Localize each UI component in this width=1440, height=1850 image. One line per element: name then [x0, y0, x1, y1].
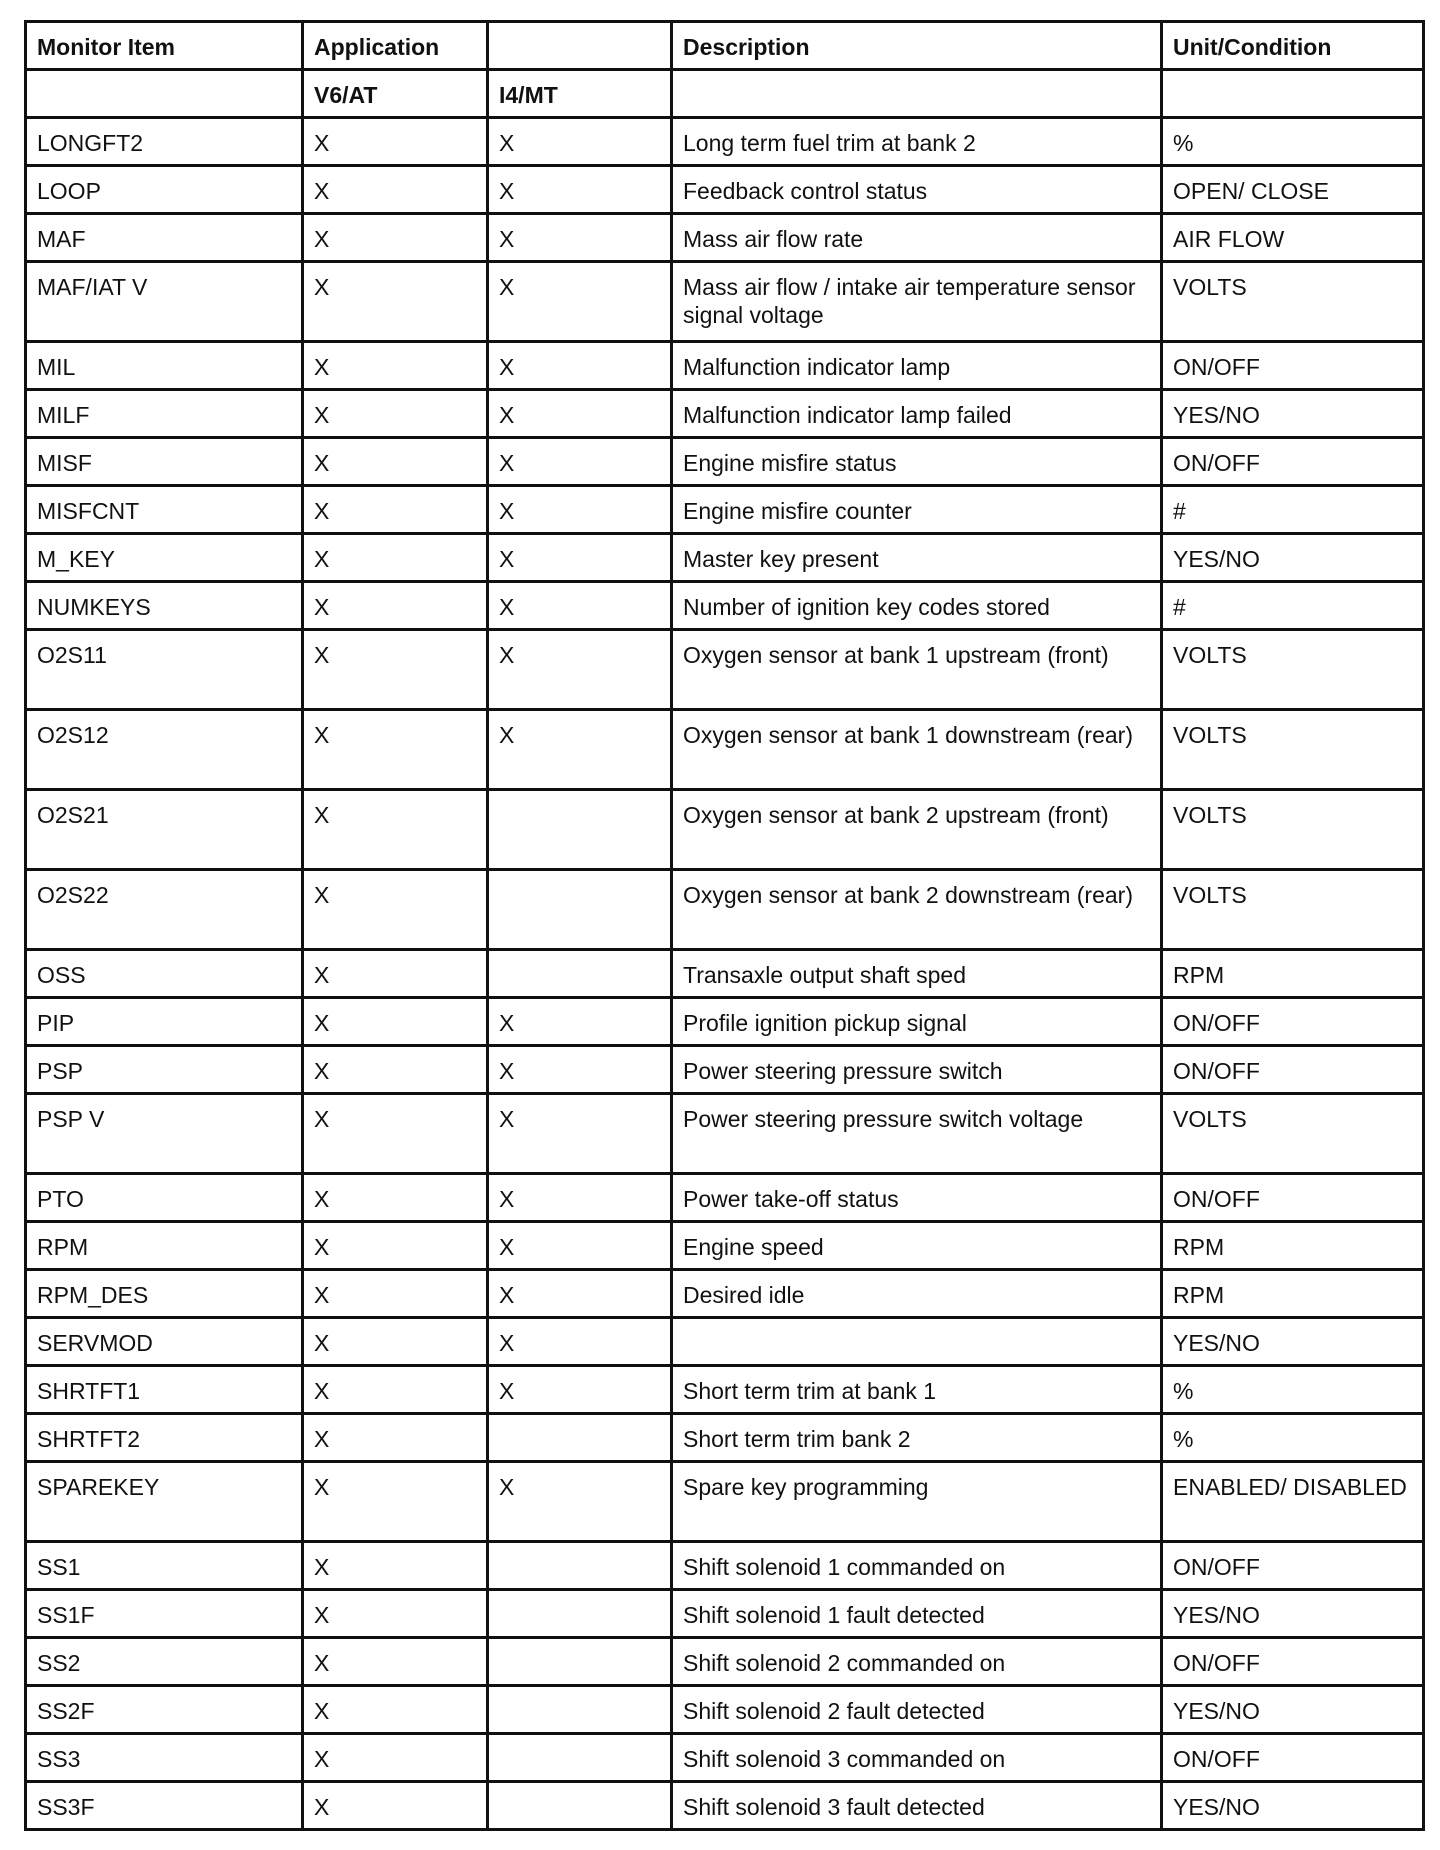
monitor-item-cell: SS3F	[26, 1782, 303, 1830]
table-row	[26, 438, 1424, 486]
v6-at-cell: X	[303, 1734, 488, 1782]
table-row	[26, 390, 1424, 438]
table-row	[26, 1318, 1424, 1366]
table-row	[26, 262, 1424, 342]
v6-at-cell: X	[303, 214, 488, 262]
unit-condition-cell: YES/NO	[1162, 1686, 1424, 1734]
subheader-blank	[672, 70, 1162, 118]
unit-condition-cell: ON/OFF	[1162, 1638, 1424, 1686]
description-cell: Power steering pressure switch voltage	[672, 1094, 1162, 1174]
i4-mt-cell: X	[488, 998, 672, 1046]
table-row	[26, 1734, 1424, 1782]
v6-at-cell: X	[303, 950, 488, 998]
description-cell: Malfunction indicator lamp	[672, 342, 1162, 390]
i4-mt-cell	[488, 1590, 672, 1638]
unit-condition-cell: RPM	[1162, 1222, 1424, 1270]
monitor-item-cell: SPAREKEY	[26, 1462, 303, 1542]
description-cell: Feedback control status	[672, 166, 1162, 214]
v6-at-cell: X	[303, 1414, 488, 1462]
unit-condition-cell: ON/OFF	[1162, 998, 1424, 1046]
description-cell: Oxygen sensor at bank 1 downstream (rear)	[672, 710, 1162, 790]
monitor-item-cell: SERVMOD	[26, 1318, 303, 1366]
i4-mt-cell: X	[488, 214, 672, 262]
description-cell	[672, 1318, 1162, 1366]
monitor-item-cell: LONGFT2	[26, 118, 303, 166]
description-cell: Long term fuel trim at bank 2	[672, 118, 1162, 166]
table-row	[26, 1414, 1424, 1462]
i4-mt-cell: X	[488, 1270, 672, 1318]
v6-at-cell: X	[303, 630, 488, 710]
v6-at-cell: X	[303, 1590, 488, 1638]
unit-condition-cell: YES/NO	[1162, 390, 1424, 438]
v6-at-cell: X	[303, 790, 488, 870]
v6-at-cell: X	[303, 1638, 488, 1686]
i4-mt-cell: X	[488, 1046, 672, 1094]
unit-condition-cell: VOLTS	[1162, 790, 1424, 870]
i4-mt-cell: X	[488, 486, 672, 534]
i4-mt-cell	[488, 1638, 672, 1686]
unit-condition-cell: VOLTS	[1162, 262, 1424, 342]
description-cell: Shift solenoid 3 commanded on	[672, 1734, 1162, 1782]
unit-condition-cell: OPEN/ CLOSE	[1162, 166, 1424, 214]
table-row	[26, 166, 1424, 214]
description-cell: Power steering pressure switch	[672, 1046, 1162, 1094]
table-row	[26, 534, 1424, 582]
i4-mt-cell: X	[488, 390, 672, 438]
description-cell: Spare key programming	[672, 1462, 1162, 1542]
header-monitor-item: Monitor Item	[26, 22, 303, 70]
v6-at-cell: X	[303, 342, 488, 390]
description-cell: Desired idle	[672, 1270, 1162, 1318]
table-row	[26, 1366, 1424, 1414]
description-cell: Shift solenoid 2 fault detected	[672, 1686, 1162, 1734]
header-description: Description	[672, 22, 1162, 70]
description-cell: Engine speed	[672, 1222, 1162, 1270]
monitor-item-cell: SHRTFT2	[26, 1414, 303, 1462]
i4-mt-cell: X	[488, 582, 672, 630]
description-cell: Master key present	[672, 534, 1162, 582]
monitor-item-cell: OSS	[26, 950, 303, 998]
unit-condition-cell: YES/NO	[1162, 1590, 1424, 1638]
unit-condition-cell: VOLTS	[1162, 1094, 1424, 1174]
monitor-item-cell: O2S11	[26, 630, 303, 710]
monitor-item-cell: LOOP	[26, 166, 303, 214]
header-row	[26, 22, 1424, 70]
table-row	[26, 1222, 1424, 1270]
monitor-item-cell: O2S12	[26, 710, 303, 790]
i4-mt-cell	[488, 790, 672, 870]
unit-condition-cell: VOLTS	[1162, 710, 1424, 790]
v6-at-cell: X	[303, 582, 488, 630]
description-cell: Mass air flow / intake air temperature sensor signal voltage	[672, 262, 1162, 342]
table-row	[26, 950, 1424, 998]
description-cell: Oxygen sensor at bank 1 upstream (front)	[672, 630, 1162, 710]
subheader-row	[26, 70, 1424, 118]
description-cell: Shift solenoid 2 commanded on	[672, 1638, 1162, 1686]
unit-condition-cell: VOLTS	[1162, 630, 1424, 710]
v6-at-cell: X	[303, 486, 488, 534]
v6-at-cell: X	[303, 438, 488, 486]
i4-mt-cell: X	[488, 710, 672, 790]
v6-at-cell: X	[303, 1222, 488, 1270]
unit-condition-cell: ON/OFF	[1162, 1046, 1424, 1094]
i4-mt-cell	[488, 1414, 672, 1462]
v6-at-cell: X	[303, 1686, 488, 1734]
table-row	[26, 1782, 1424, 1830]
unit-condition-cell: YES/NO	[1162, 1318, 1424, 1366]
description-cell: Shift solenoid 3 fault detected	[672, 1782, 1162, 1830]
i4-mt-cell	[488, 1542, 672, 1590]
table-row	[26, 1686, 1424, 1734]
description-cell: Malfunction indicator lamp failed	[672, 390, 1162, 438]
i4-mt-cell: X	[488, 1222, 672, 1270]
v6-at-cell: X	[303, 1318, 488, 1366]
i4-mt-cell: X	[488, 438, 672, 486]
unit-condition-cell: %	[1162, 118, 1424, 166]
monitor-item-cell: SS1F	[26, 1590, 303, 1638]
v6-at-cell: X	[303, 870, 488, 950]
monitor-item-cell: SS2F	[26, 1686, 303, 1734]
monitor-item-cell: PIP	[26, 998, 303, 1046]
unit-condition-cell: YES/NO	[1162, 1782, 1424, 1830]
monitor-item-cell: MIL	[26, 342, 303, 390]
description-cell: Short term trim bank 2	[672, 1414, 1162, 1462]
i4-mt-cell	[488, 1686, 672, 1734]
i4-mt-cell: X	[488, 630, 672, 710]
unit-condition-cell: %	[1162, 1414, 1424, 1462]
monitor-item-cell: PSP	[26, 1046, 303, 1094]
i4-mt-cell: X	[488, 1318, 672, 1366]
unit-condition-cell: YES/NO	[1162, 534, 1424, 582]
table-row	[26, 1462, 1424, 1542]
unit-condition-cell: AIR FLOW	[1162, 214, 1424, 262]
monitor-item-cell: MISF	[26, 438, 303, 486]
v6-at-cell: X	[303, 1462, 488, 1542]
v6-at-cell: X	[303, 1270, 488, 1318]
monitor-item-cell: MAF	[26, 214, 303, 262]
i4-mt-cell	[488, 870, 672, 950]
monitor-item-cell: O2S21	[26, 790, 303, 870]
table-row	[26, 870, 1424, 950]
unit-condition-cell: RPM	[1162, 1270, 1424, 1318]
description-cell: Shift solenoid 1 fault detected	[672, 1590, 1162, 1638]
v6-at-cell: X	[303, 710, 488, 790]
table-row	[26, 710, 1424, 790]
i4-mt-cell: X	[488, 1174, 672, 1222]
v6-at-cell: X	[303, 1094, 488, 1174]
i4-mt-cell: X	[488, 1094, 672, 1174]
unit-condition-cell: ON/OFF	[1162, 342, 1424, 390]
table-row	[26, 1046, 1424, 1094]
i4-mt-cell: X	[488, 262, 672, 342]
description-cell: Transaxle output shaft sped	[672, 950, 1162, 998]
monitor-item-cell: PSP V	[26, 1094, 303, 1174]
i4-mt-cell	[488, 1734, 672, 1782]
header-unit-condition: Unit/Condition	[1162, 22, 1424, 70]
i4-mt-cell: X	[488, 1462, 672, 1542]
header-blank	[488, 22, 672, 70]
unit-condition-cell: ON/OFF	[1162, 438, 1424, 486]
monitor-item-cell: RPM	[26, 1222, 303, 1270]
i4-mt-cell: X	[488, 1366, 672, 1414]
unit-condition-cell: #	[1162, 486, 1424, 534]
description-cell: Engine misfire status	[672, 438, 1162, 486]
subheader-v6-at: V6/AT	[303, 70, 488, 118]
description-cell: Power take-off status	[672, 1174, 1162, 1222]
monitor-item-cell: PTO	[26, 1174, 303, 1222]
unit-condition-cell: ON/OFF	[1162, 1542, 1424, 1590]
unit-condition-cell: ON/OFF	[1162, 1734, 1424, 1782]
v6-at-cell: X	[303, 1542, 488, 1590]
unit-condition-cell: ENABLED/ DISABLED	[1162, 1462, 1424, 1542]
table-row	[26, 790, 1424, 870]
table-row	[26, 1590, 1424, 1638]
monitor-item-cell: RPM_DES	[26, 1270, 303, 1318]
monitor-item-cell: MILF	[26, 390, 303, 438]
monitor-item-cell: SS2	[26, 1638, 303, 1686]
table-body	[26, 22, 1424, 1830]
subheader-blank	[26, 70, 303, 118]
description-cell: Short term trim at bank 1	[672, 1366, 1162, 1414]
monitor-item-cell: MISFCNT	[26, 486, 303, 534]
v6-at-cell: X	[303, 118, 488, 166]
unit-condition-cell: ON/OFF	[1162, 1174, 1424, 1222]
table-row	[26, 1270, 1424, 1318]
v6-at-cell: X	[303, 534, 488, 582]
monitor-item-cell: SS3	[26, 1734, 303, 1782]
unit-condition-cell: VOLTS	[1162, 870, 1424, 950]
v6-at-cell: X	[303, 390, 488, 438]
table-row	[26, 486, 1424, 534]
description-cell: Number of ignition key codes stored	[672, 582, 1162, 630]
v6-at-cell: X	[303, 998, 488, 1046]
table-row	[26, 342, 1424, 390]
description-cell: Profile ignition pickup signal	[672, 998, 1162, 1046]
table-row	[26, 1638, 1424, 1686]
header-application: Application	[303, 22, 488, 70]
monitor-items-table	[24, 20, 1425, 1831]
i4-mt-cell: X	[488, 166, 672, 214]
v6-at-cell: X	[303, 1046, 488, 1094]
i4-mt-cell: X	[488, 534, 672, 582]
description-cell: Mass air flow rate	[672, 214, 1162, 262]
monitor-item-cell: O2S22	[26, 870, 303, 950]
unit-condition-cell: %	[1162, 1366, 1424, 1414]
table-row	[26, 1174, 1424, 1222]
monitor-item-cell: SHRTFT1	[26, 1366, 303, 1414]
v6-at-cell: X	[303, 166, 488, 214]
monitor-item-cell: SS1	[26, 1542, 303, 1590]
table-row	[26, 1542, 1424, 1590]
subheader-blank	[1162, 70, 1424, 118]
v6-at-cell: X	[303, 1366, 488, 1414]
v6-at-cell: X	[303, 262, 488, 342]
table-row	[26, 998, 1424, 1046]
description-cell: Shift solenoid 1 commanded on	[672, 1542, 1162, 1590]
v6-at-cell: X	[303, 1782, 488, 1830]
table-row	[26, 630, 1424, 710]
table-row	[26, 118, 1424, 166]
i4-mt-cell	[488, 1782, 672, 1830]
description-cell: Engine misfire counter	[672, 486, 1162, 534]
i4-mt-cell	[488, 950, 672, 998]
unit-condition-cell: #	[1162, 582, 1424, 630]
description-cell: Oxygen sensor at bank 2 downstream (rear)	[672, 870, 1162, 950]
v6-at-cell: X	[303, 1174, 488, 1222]
monitor-item-cell: NUMKEYS	[26, 582, 303, 630]
unit-condition-cell: RPM	[1162, 950, 1424, 998]
table-row	[26, 582, 1424, 630]
monitor-item-cell: MAF/IAT V	[26, 262, 303, 342]
i4-mt-cell: X	[488, 342, 672, 390]
monitor-item-cell: M_KEY	[26, 534, 303, 582]
table-row	[26, 1094, 1424, 1174]
description-cell: Oxygen sensor at bank 2 upstream (front)	[672, 790, 1162, 870]
subheader-i4-mt: I4/MT	[488, 70, 672, 118]
table-row	[26, 214, 1424, 262]
i4-mt-cell: X	[488, 118, 672, 166]
